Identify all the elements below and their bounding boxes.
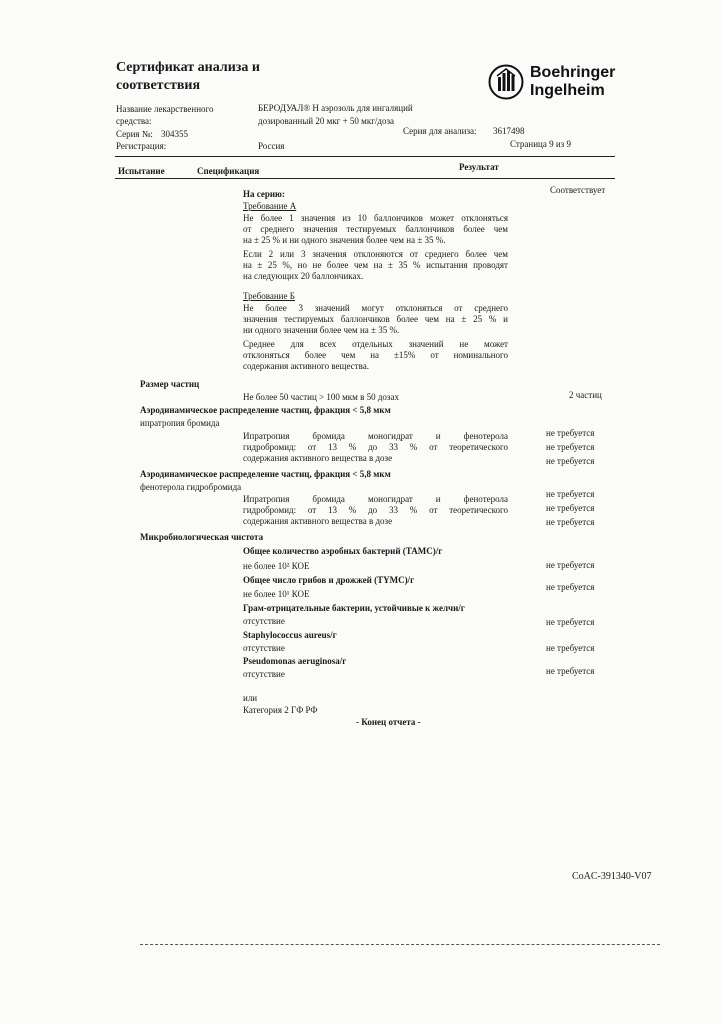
aero-ipratropium-result-3: не требуется bbox=[546, 456, 595, 466]
header-divider bbox=[115, 156, 615, 157]
drug-label-1: Название лекарственного bbox=[116, 104, 214, 114]
text-line: отклоняться более чем на ±15% от номинального bbox=[243, 350, 508, 360]
tymc-spec: не более 10¹ КОЕ bbox=[243, 589, 310, 599]
page-number: Страница 9 из 9 bbox=[510, 139, 571, 149]
pseudo-spec: отсутствие bbox=[243, 669, 285, 679]
aero-fenoterol-result-3: не требуется bbox=[546, 517, 595, 527]
column-test: Испытание bbox=[118, 166, 165, 176]
or-text: или bbox=[243, 693, 258, 703]
column-result: Результат bbox=[459, 162, 499, 172]
batch-result: Соответствует bbox=[550, 185, 606, 195]
aero-fenoterol-spec bbox=[243, 494, 508, 527]
text-line: Не более 3 значений могут отклоняться от среднего bbox=[243, 303, 508, 313]
requirement-a-text bbox=[243, 213, 508, 282]
end-of-report: - Конец отчета - bbox=[356, 717, 421, 727]
text-line: гидробромид: от 13 % до 33 % от теоретического bbox=[243, 505, 508, 515]
text-line: Среднее для всех отдельных значений не может bbox=[243, 339, 508, 349]
drug-value-2: дозированный 20 мкг + 50 мкг/доза bbox=[258, 116, 395, 126]
micro-title: Микробиологическая чистота bbox=[140, 532, 264, 542]
text-line: содержания активного вещества. bbox=[243, 361, 369, 371]
text-line: от среднего значения тестируемых баллончиков более чем bbox=[243, 224, 508, 234]
aero-ipratropium-spec bbox=[243, 431, 508, 464]
particle-size-spec: Не более 50 частиц > 100 мкм в 50 дозах bbox=[243, 392, 399, 402]
bottom-divider bbox=[140, 944, 660, 945]
document-code: CoAC-391340-V07 bbox=[572, 871, 652, 882]
pseudo-result: не требуется bbox=[546, 666, 595, 676]
boehringer-logo-icon bbox=[488, 64, 524, 100]
tymc-title: Общее число грибов и дрожжей (TYMC)/г bbox=[243, 575, 415, 585]
tymc-result: не требуется bbox=[546, 582, 595, 592]
staph-result: не требуется bbox=[546, 643, 595, 653]
text-line: содержания активного вещества в дозе bbox=[243, 516, 393, 526]
logo-text-line1: Boehringer bbox=[530, 64, 616, 81]
aero-fenoterol-result-2: не требуется bbox=[546, 503, 595, 513]
category-text: Категория 2 ГФ РФ bbox=[243, 705, 318, 715]
text-line: содержания активного вещества в дозе bbox=[243, 453, 393, 463]
document-title-line1: Сертификат анализа и bbox=[116, 60, 260, 75]
staph-title: Staphylococcus aureus/г bbox=[243, 630, 337, 640]
table-header-divider bbox=[115, 178, 615, 179]
series-value: 304355 bbox=[161, 129, 188, 139]
analysis-series-value: 3617498 bbox=[493, 126, 525, 136]
text-line: на ± 25 %, но не более чем на ± 35 % испытания проводят bbox=[243, 260, 508, 270]
tamc-spec: не более 10² КОЕ bbox=[243, 561, 310, 571]
drug-label-2: средства: bbox=[116, 116, 152, 126]
requirement-a-heading: Требование А bbox=[243, 201, 297, 211]
batch-heading: На серию: bbox=[243, 189, 285, 199]
text-line: на следующих 20 баллончиках. bbox=[243, 271, 364, 281]
aero-ipratropium-result-2: не требуется bbox=[546, 442, 595, 452]
particle-size-result: 2 частиц bbox=[569, 390, 602, 400]
series-label: Серия №: bbox=[116, 129, 153, 139]
requirement-b-text bbox=[243, 303, 508, 372]
text-line: Ипратропия бромида моногидрат и фенотерола bbox=[243, 431, 508, 441]
registration-value: Россия bbox=[258, 141, 285, 151]
text-line: Ипратропия бромида моногидрат и фенотерола bbox=[243, 494, 508, 504]
text-line: на ± 25 % и ни одного значения более чем на ± 35 %. bbox=[243, 235, 446, 245]
aero-fenoterol-result-1: не требуется bbox=[546, 489, 595, 499]
drug-value-1: БЕРОДУАЛ® Н аэрозоль для ингаляций bbox=[258, 103, 413, 113]
gram-title: Грам-отрицательные бактерии, устойчивые к желчи/г bbox=[243, 603, 465, 613]
tamc-title: Общее количество аэробных бактерий (ТАМС)/г bbox=[243, 546, 443, 556]
text-line: ни одного значения более чем на ± 35 %. bbox=[243, 325, 400, 335]
analysis-series-label: Серия для анализа: bbox=[403, 126, 477, 136]
pseudo-title: Pseudomonas aeruginosa/г bbox=[243, 656, 347, 666]
text-line: Если 2 или 3 значения отклоняются от среднего более чем bbox=[243, 249, 508, 259]
aero-ipratropium-result-1: не требуется bbox=[546, 428, 595, 438]
logo-text-line2: Ingelheim bbox=[530, 82, 605, 99]
document-title-line2: соответствия bbox=[116, 78, 201, 93]
aero-ipratropium-title: Аэродинамическое распределение частиц, фракция < 5,8 мкм bbox=[140, 405, 391, 415]
requirement-b-heading: Требование Б bbox=[243, 291, 295, 301]
text-line: Не более 1 значения из 10 баллончиков может отклоняться bbox=[243, 213, 508, 223]
staph-spec: отсутствие bbox=[243, 643, 285, 653]
text-line: гидробромид: от 13 % до 33 % от теоретического bbox=[243, 442, 508, 452]
gram-result: не требуется bbox=[546, 617, 595, 627]
aero-ipratropium-subtitle: ипратропия бромида bbox=[140, 418, 220, 428]
column-specification: Спецификация bbox=[197, 166, 260, 176]
text-line: значения тестируемых баллончиков более чем на ± 25 % и bbox=[243, 314, 508, 324]
aero-fenoterol-title: Аэродинамическое распределение частиц, фракция < 5,8 мкм bbox=[140, 469, 391, 479]
aero-fenoterol-subtitle: фенотерола гидробромида bbox=[140, 482, 242, 492]
tamc-result: не требуется bbox=[546, 560, 595, 570]
registration-label: Регистрация: bbox=[116, 141, 167, 151]
particle-size-title: Размер частиц bbox=[140, 379, 200, 389]
gram-spec: отсутствие bbox=[243, 616, 285, 626]
